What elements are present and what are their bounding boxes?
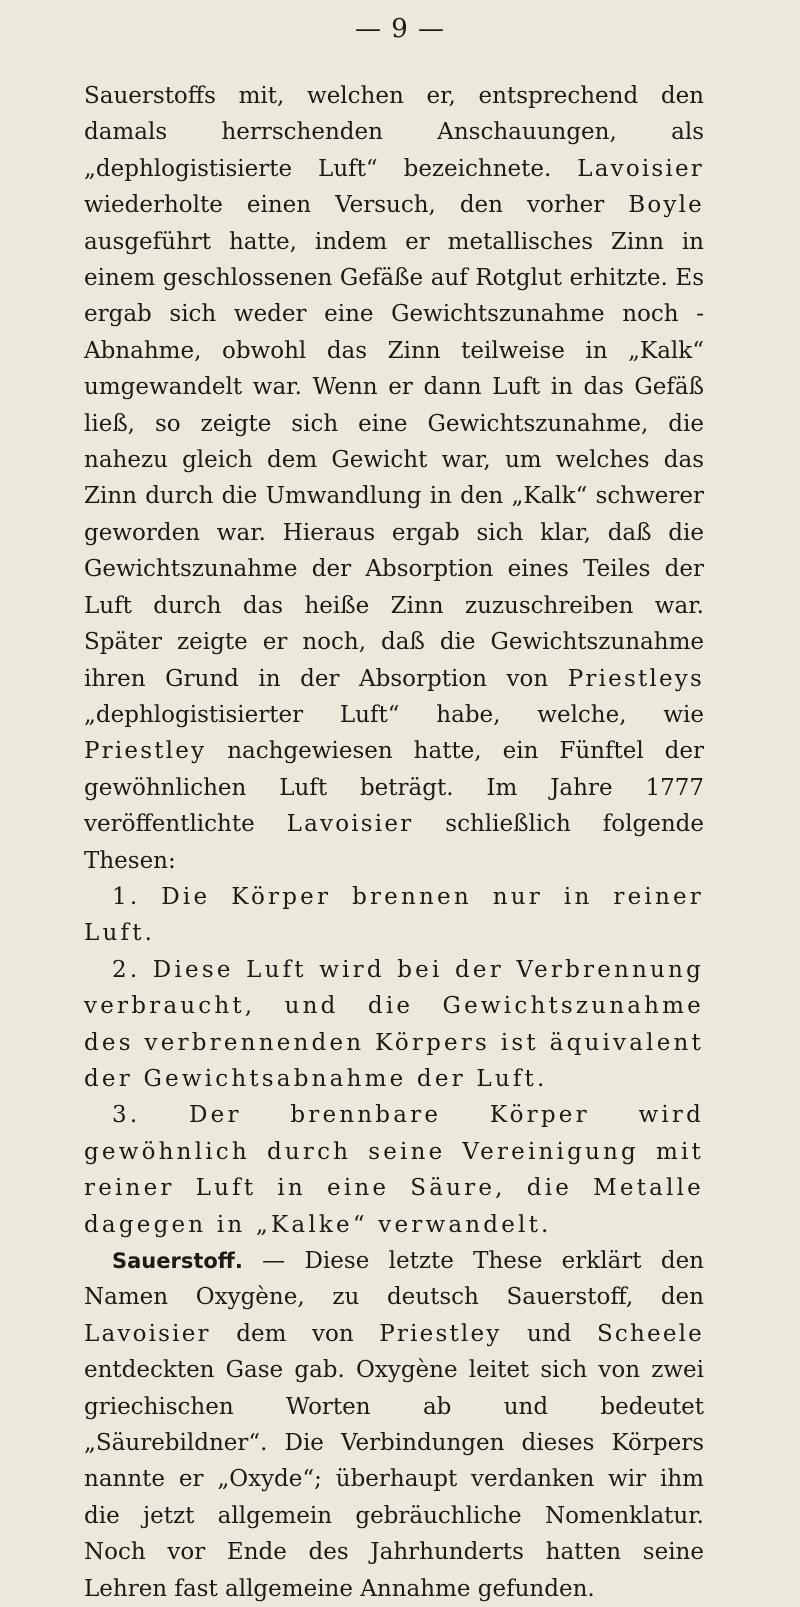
body-text bbox=[84, 78, 704, 1607]
name-scheele: Scheele bbox=[596, 1320, 704, 1347]
text-run: entdeckten Gase gab. Oxygène leitet sich von zwei griechischen Worten ab und bedeutet „Säurebildner“. Die Verbindungen dieses Körpers nannte er „Oxyde“; überhaupt verdanken wir ihm die jetzt allgemein gebräuchliche Nomenklatur. Noch vor Ende des Jahrhunderts hatten seine Lehren fast allgemeine Annahme gefunden. bbox=[84, 1357, 704, 1602]
thesis-3: 3. Der brennbare Körper wird gewöhnlich durch seine Vereinigung mit reiner Luft in eine Säure, die Metalle dagegen in „Kalke“ verwandelt. bbox=[84, 1102, 704, 1238]
text-run: ausgeführt hatte, indem er metallisches Zinn in einem geschlossenen Gefäße auf Rotglut erhitzte. Es ergab sich weder eine Gewichtszunahme noch -Abnahme, obwohl das Zinn teilweise in „Kalk“ umgewandelt war. Wenn er dann Luft in das Gefäß ließ, so zeigte sich eine Gewichtszunahme, die nahezu gleich dem Gewicht war, um welches das Zinn durch die Umwandlung in den „Kalk“ schwerer geworden war. Hieraus ergab sich klar, daß die Gewichtszunahme der Absorption eines Teiles der Luft durch das heiße Zinn zuzuschreiben war. Später zeigte er noch, daß die Gewichtszunahme ihren Grund in der Absorption von bbox=[84, 228, 704, 692]
paragraph bbox=[84, 1243, 704, 1607]
thesis-1: 1. Die Körper brennen nur in reiner Luft. bbox=[84, 883, 704, 947]
paragraph bbox=[84, 78, 704, 879]
text-run: schließlich folgende Thesen: bbox=[84, 811, 704, 874]
text-run: dem von bbox=[210, 1320, 380, 1347]
text-run: — Diese letzte These erklärt den Namen Oxygène, zu deutsch Sauerstoff, den bbox=[84, 1248, 704, 1311]
name-lavoisier: Lavoisier bbox=[577, 155, 704, 182]
name-priestleys: Priestleys bbox=[567, 665, 704, 692]
text-run: „dephlogistisierter Luft“ habe, welche, wie bbox=[84, 701, 704, 728]
page-number: — 9 — bbox=[354, 14, 446, 44]
text-run: Sauerstoffs mit, welchen er, entsprechend den damals herrschenden Anschauungen, als „dephlogistisierte Luft“ bezeichnete. bbox=[84, 83, 704, 182]
name-priestley: Priestley bbox=[84, 738, 207, 765]
text-run: wiederholte einen Versuch, den vorher bbox=[84, 192, 629, 219]
name-boyle: Boyle bbox=[628, 192, 704, 219]
name-priestley: Priestley bbox=[379, 1320, 502, 1347]
thesis-2: 2. Diese Luft wird bei der Verbrennung verbraucht, und die Gewichtszunahme des verbrennenden Körpers ist äquivalent der Gewichtsabnahme der Luft. bbox=[84, 956, 704, 1092]
name-lavoisier: Lavoisier bbox=[286, 811, 414, 838]
text-run: und bbox=[501, 1320, 597, 1347]
section-heading: Sauerstoff. bbox=[112, 1249, 243, 1273]
name-lavoisier: Lavoisier bbox=[84, 1320, 211, 1347]
text-run: nachgewiesen hatte, ein Fünftel der gewöhnlichen Luft beträgt. Im Jahre 1777 veröffentlichte bbox=[84, 738, 704, 838]
